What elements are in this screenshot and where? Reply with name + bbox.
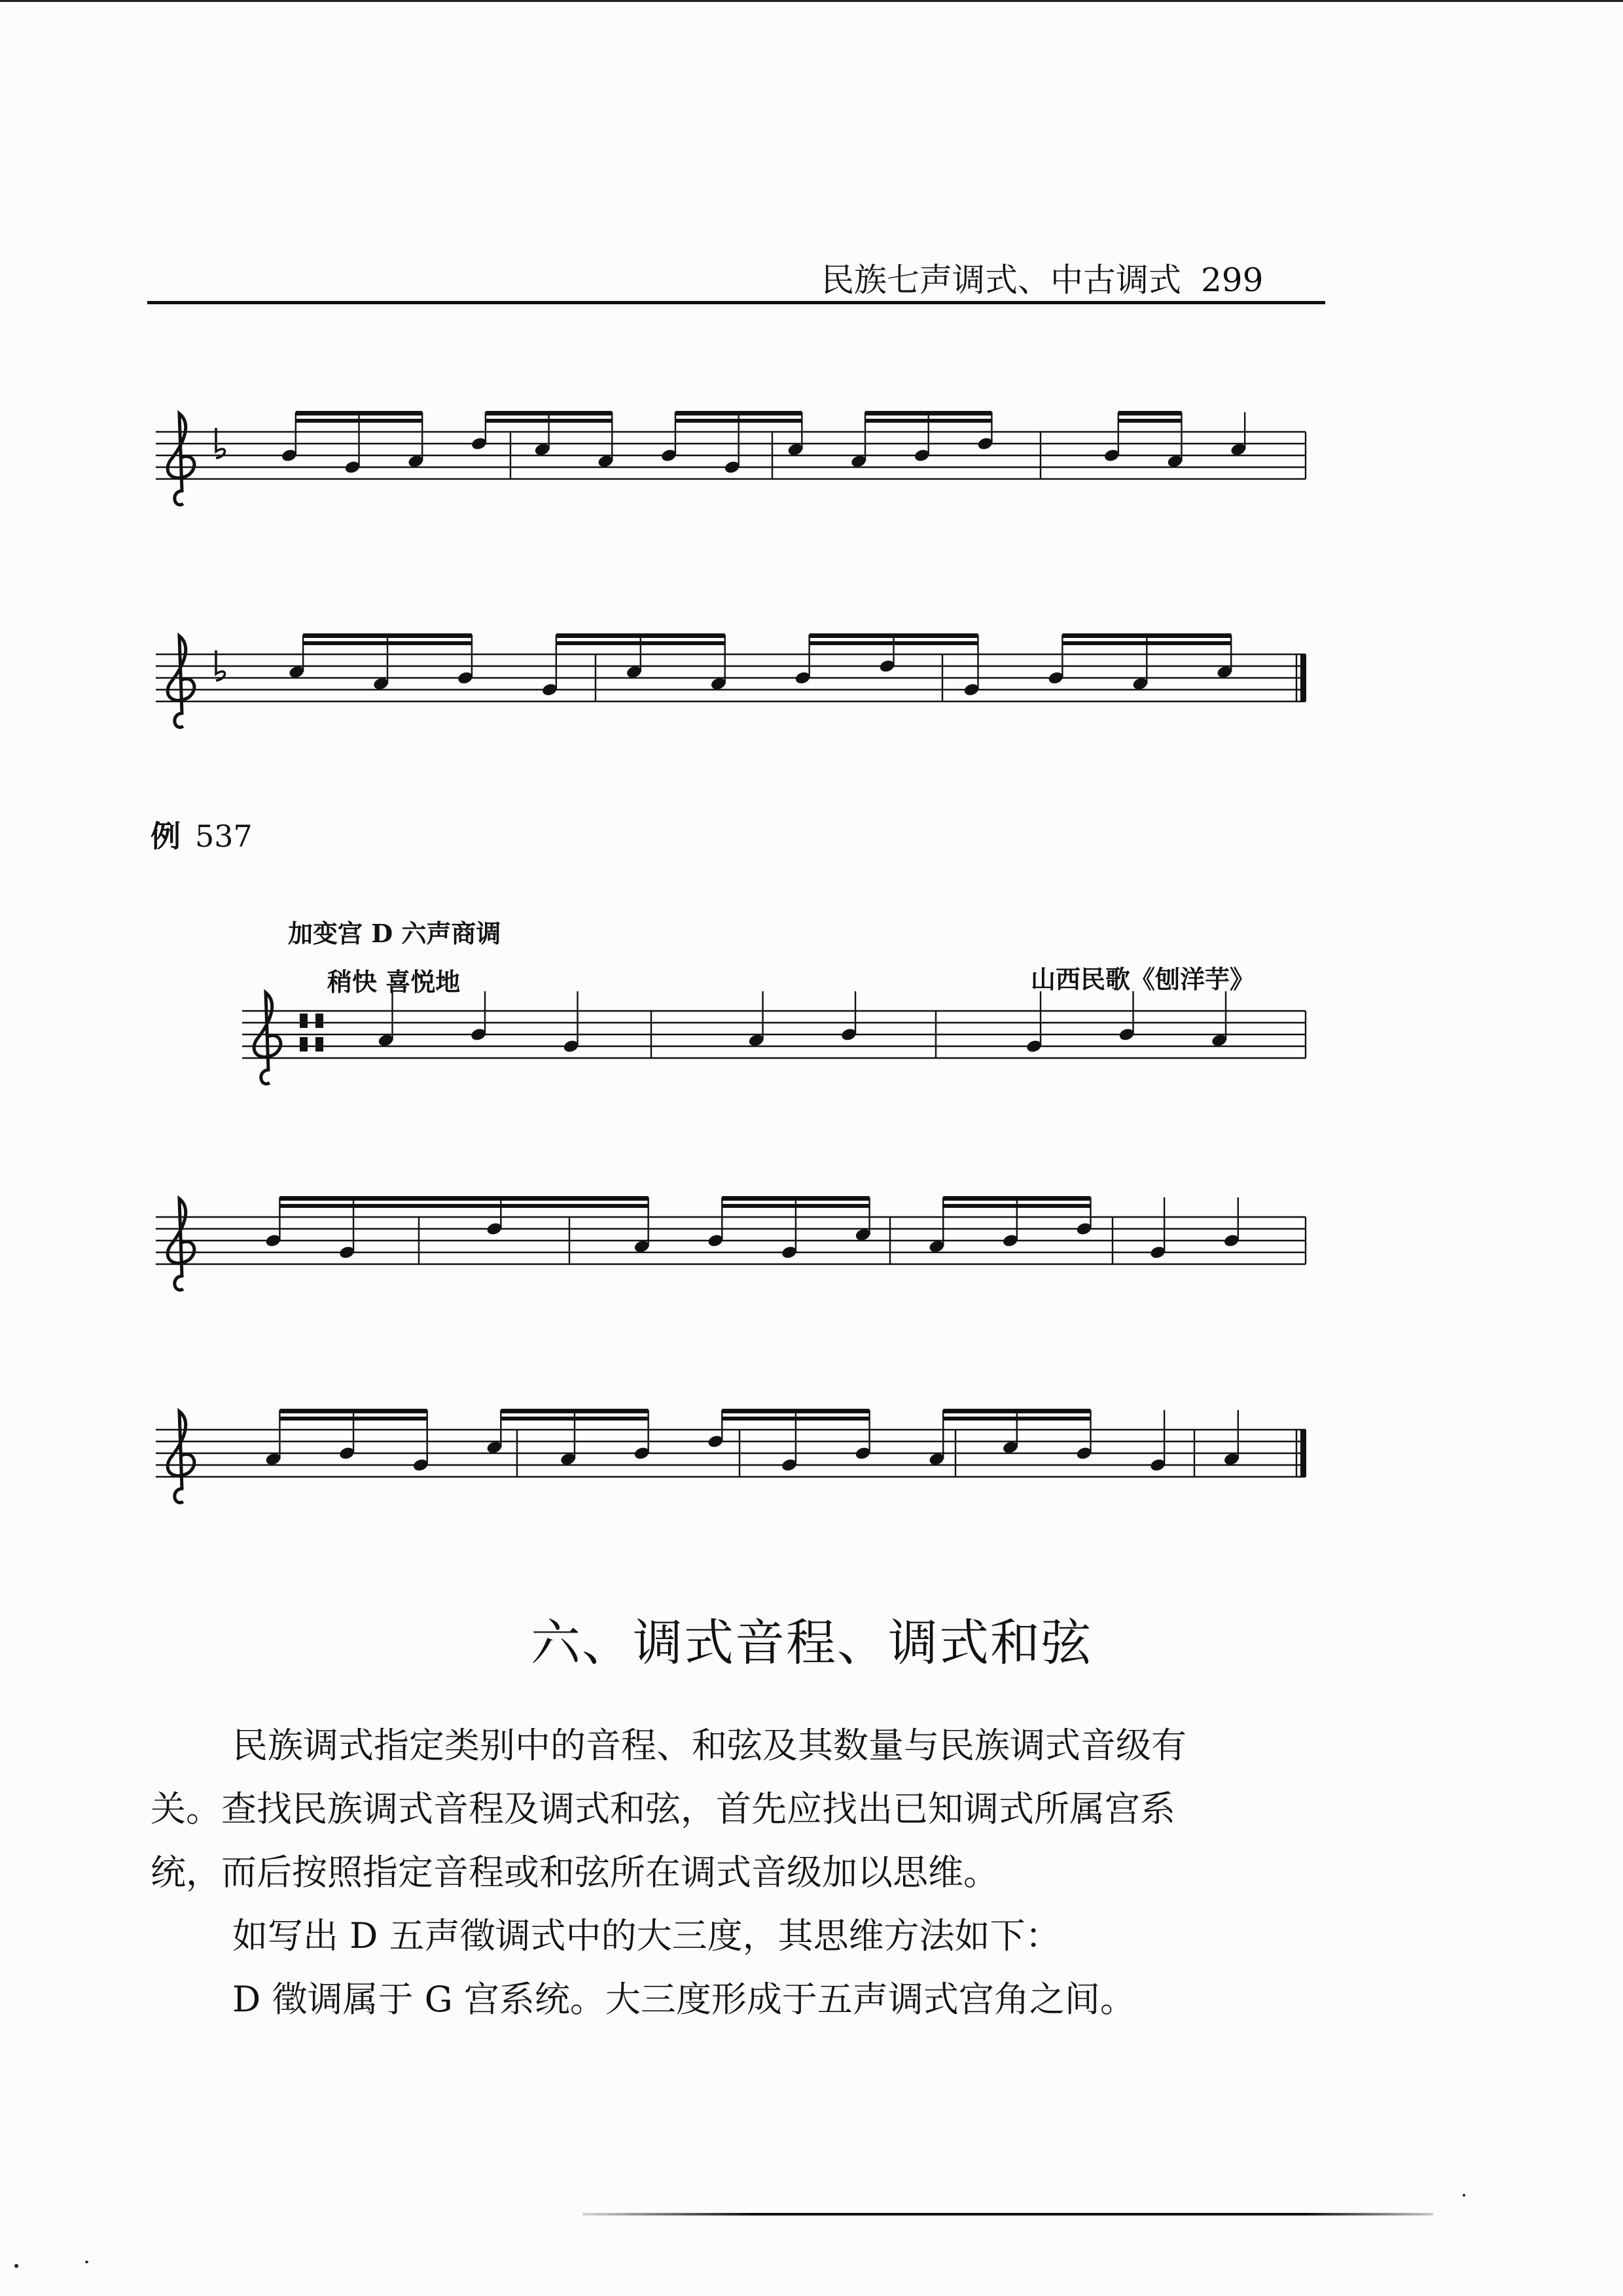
note-beam: [943, 1204, 1090, 1208]
bottom-rule: [582, 2213, 1433, 2216]
note-beam: [303, 641, 472, 645]
time-signature-icon: [315, 1014, 323, 1028]
treble-clef-icon: [168, 414, 194, 505]
note-beam: [943, 1409, 1090, 1413]
note-beam: [722, 1409, 869, 1413]
body-line-4: 如写出 D 五声徵调式中的大三度，其思维方法如下：: [232, 1915, 1061, 1956]
note-beam: [810, 633, 978, 638]
note-beam: [865, 411, 991, 415]
note-beam: [279, 1417, 427, 1421]
note-beam: [501, 1417, 648, 1421]
section-title: 六、调式音程、调式和弦: [531, 1614, 1092, 1672]
treble-clef-icon: [168, 1199, 194, 1290]
note-beam: [486, 419, 612, 423]
time-signature-icon: [300, 1037, 308, 1051]
note-beam: [279, 1204, 648, 1208]
example-label-word: 例: [151, 819, 181, 854]
note-beam: [1118, 419, 1182, 423]
note-beam: [303, 633, 472, 638]
note-beam: [1062, 633, 1231, 638]
note-beam: [556, 633, 725, 638]
treble-clef-icon: [168, 636, 194, 728]
note-beam: [675, 419, 802, 423]
note-beam: [1062, 641, 1231, 645]
treble-clef-icon: [254, 993, 281, 1084]
time-signature-icon: [315, 1037, 323, 1051]
scan-speck: [14, 2264, 18, 2268]
note-beam: [279, 1196, 648, 1201]
scan-speck: [1463, 2194, 1465, 2197]
source-attribution: 山西民歌《刨洋芋》: [1031, 964, 1255, 994]
body-line-5: D 徵调属于 G 宫系统。大三度形成于五声调式宫角之间。: [232, 1979, 1135, 2020]
note-beam: [296, 411, 422, 415]
scan-speck: [85, 2261, 88, 2263]
treble-clef-icon: [168, 1411, 194, 1503]
running-title: 民族七声调式、中古调式: [821, 261, 1181, 299]
note-beam: [279, 1409, 427, 1413]
body-line-3: 统，而后按照指定音程或和弦所在调式音级加以思维。: [151, 1852, 999, 1893]
note-beam: [486, 411, 612, 415]
note-beam: [722, 1196, 869, 1201]
note-beam: [810, 641, 978, 645]
body-line-2: 关。查找民族调式音程及调式和弦，首先应找出已知调式所属宫系: [151, 1788, 1175, 1829]
note-beam: [865, 419, 991, 423]
mode-annotation: 加变宫 D 六声商调: [288, 919, 501, 948]
final-barline-thick: [1300, 1430, 1306, 1477]
final-barline-thick: [1300, 654, 1306, 701]
note-beam: [675, 411, 802, 415]
example-number: 537: [195, 819, 253, 854]
note-beam: [501, 1409, 648, 1413]
note-beam: [943, 1417, 1090, 1421]
time-signature-icon: [300, 1014, 308, 1028]
note-beam: [296, 419, 422, 423]
note-beam: [1118, 411, 1182, 415]
note-beam: [722, 1417, 869, 1421]
note-beam: [722, 1204, 869, 1208]
body-line-1: 民族调式指定类别中的音程、和弦及其数量与民族调式音级有: [232, 1725, 1186, 1766]
example-label: [151, 813, 253, 856]
note-beam: [556, 641, 725, 645]
page-number: 299: [1201, 261, 1264, 299]
tempo-marking: 稍快 喜悦地: [327, 967, 461, 997]
note-beam: [943, 1196, 1090, 1201]
